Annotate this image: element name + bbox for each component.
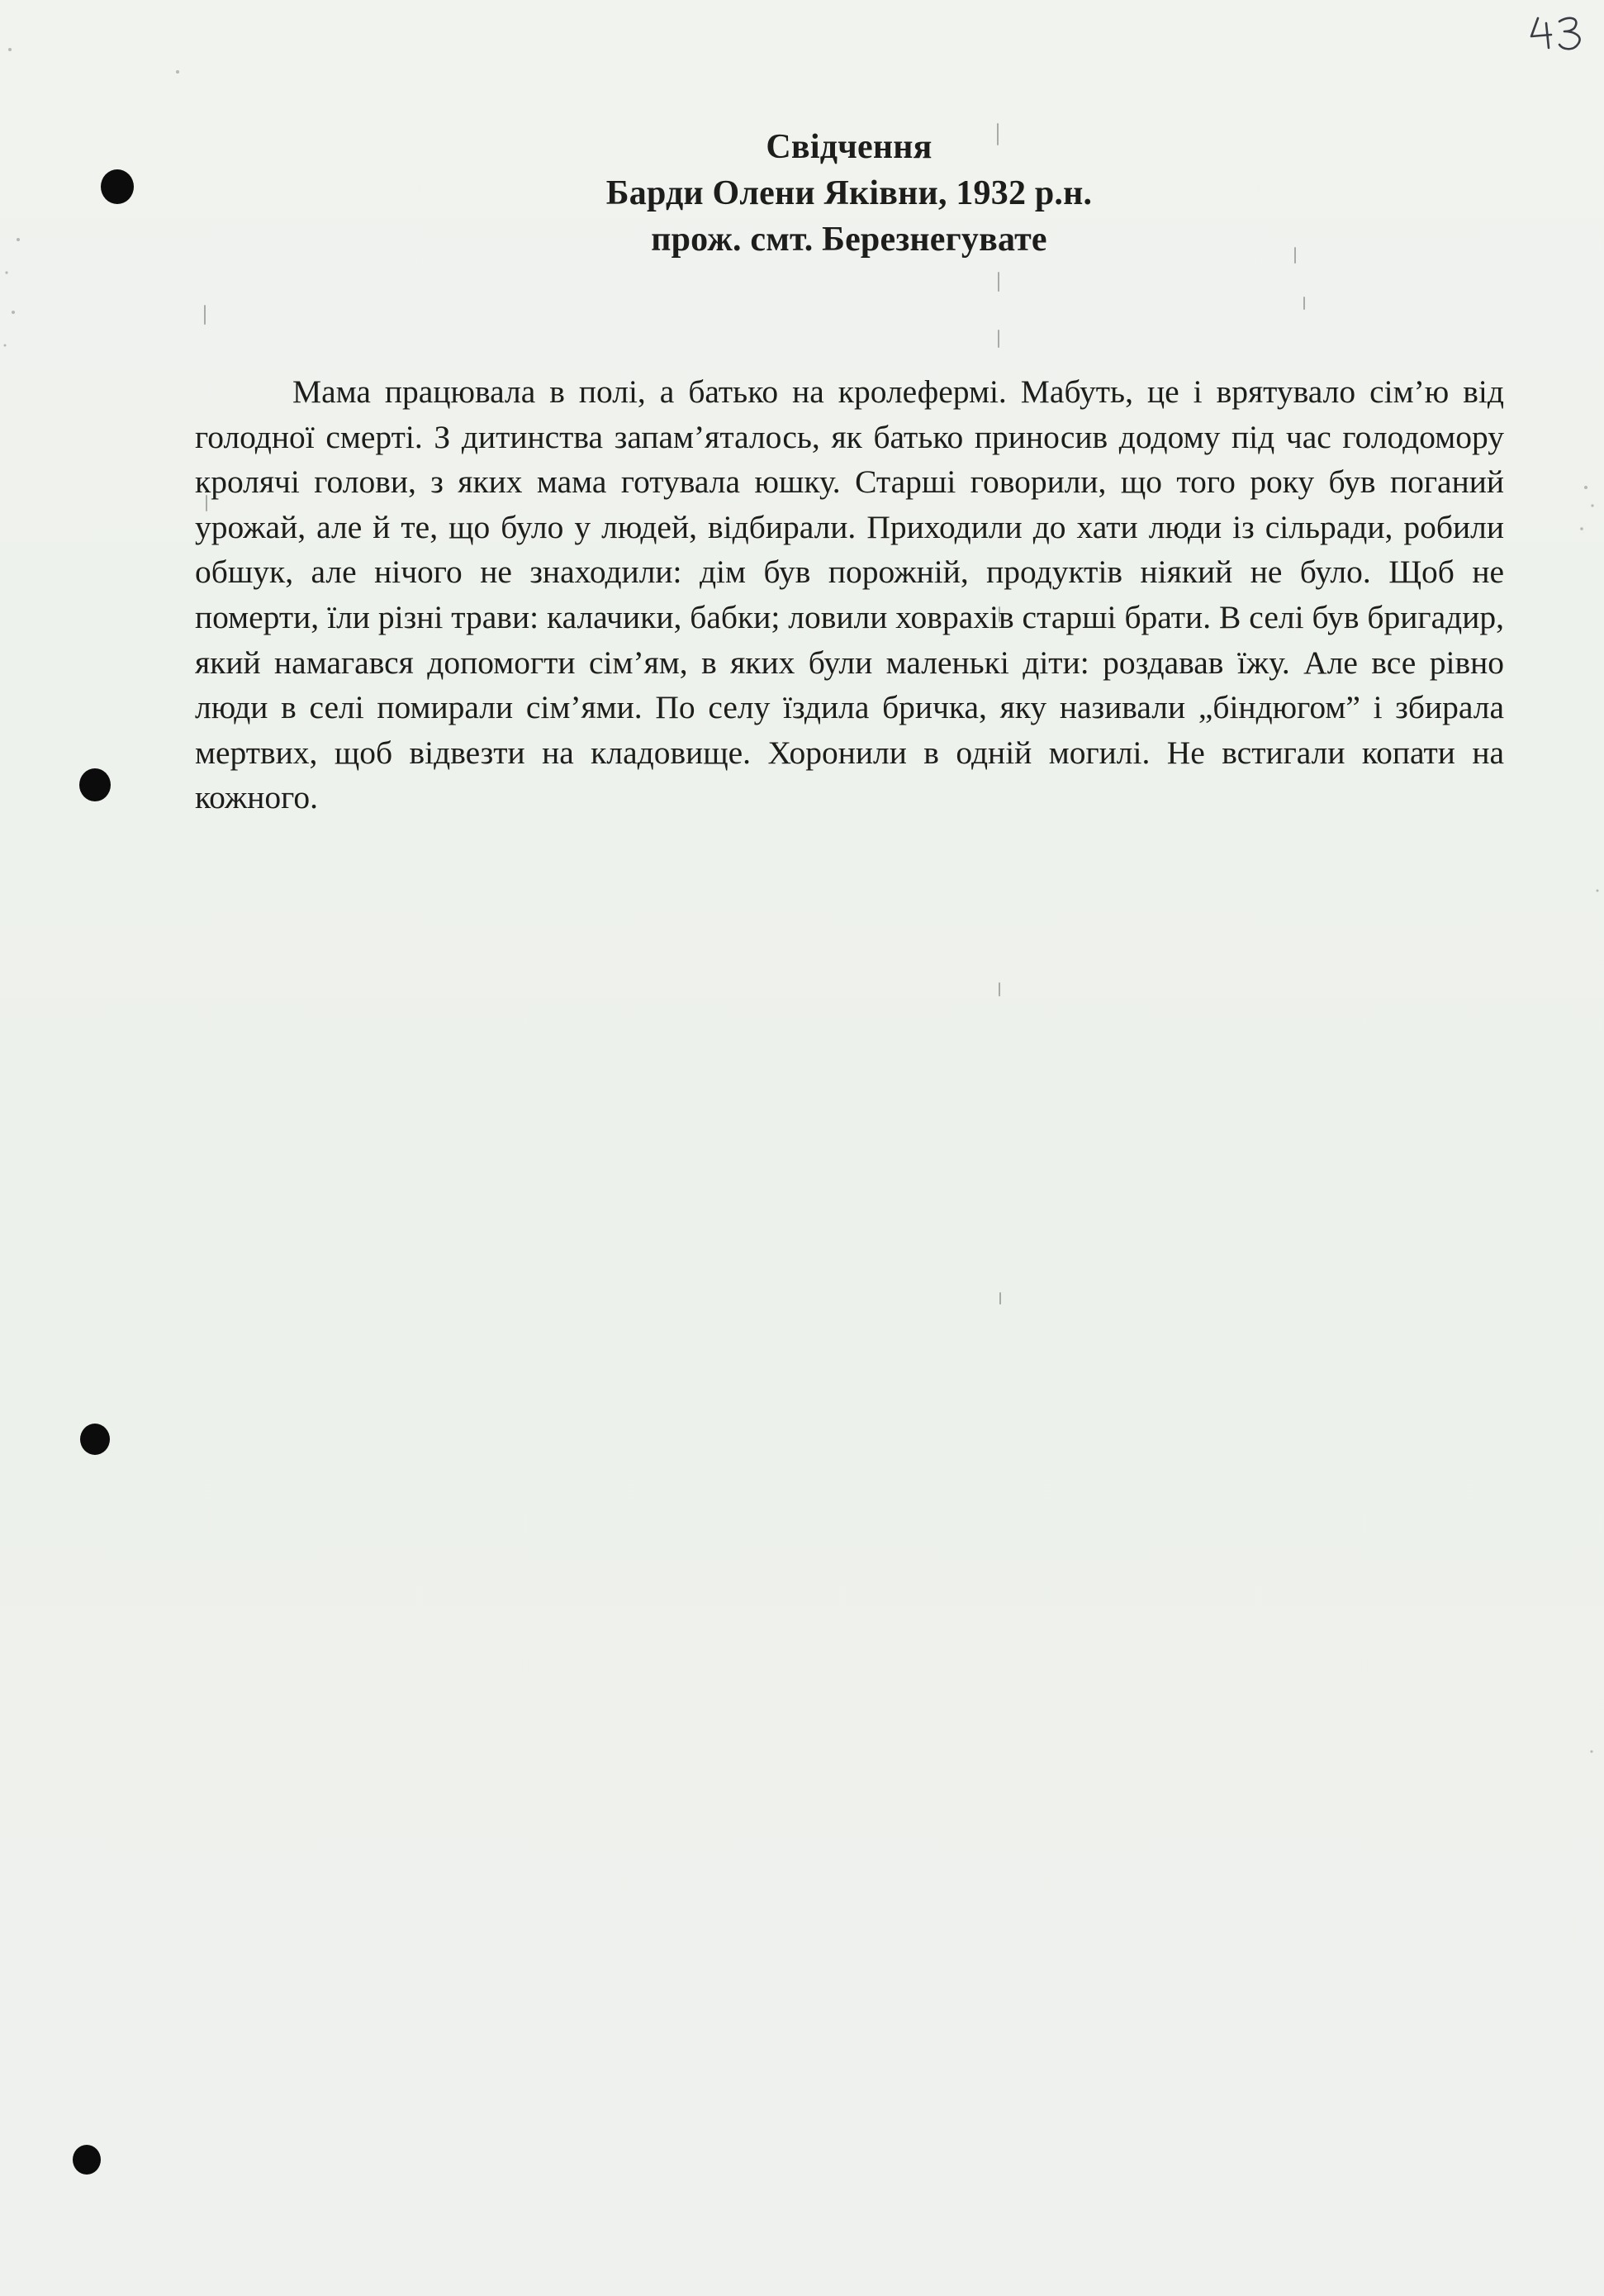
document-header bbox=[0, 124, 1604, 263]
testimony-paragraph: Мама працювала в полі, а батько на кролефермі. Мабуть, це і врятувало сім’ю від голодної смерті. З дитинства запам’яталось, як батько приносив додому під час голодомору кролячі голови, з яких мама готувала юшку. Старші говорили, що того року був поганий урожай, але й те, що було у людей, відбирали. Приходили до хати люди із сільради, робили обшук, але нічого не знаходили: дім був порожній, продуктів ніякий не було. Щоб не померти, їли різні трави: калачики, бабки; ловили ховрахів старші брати. В селі був бригадир, який намагався допомогти сім’ям, в яких були маленькі діти: роздавав їжу. Але все рівно люди в селі помирали сім’ями. По селу їздила бричка, яку називали „біндюгом” і збирала мертвих, щоб відвезти на кладовище. Хоронили в одній могилі. Не встигали копати на кожного. bbox=[195, 373, 1504, 816]
punch-hole bbox=[79, 768, 111, 801]
witness-residence-line: прож. смт. Березнегувате bbox=[651, 221, 1047, 259]
handwritten-page-number-mark bbox=[1526, 7, 1592, 56]
punch-hole bbox=[80, 1424, 110, 1455]
testimony-body bbox=[195, 369, 1504, 820]
punch-hole bbox=[73, 2145, 101, 2175]
document-title: Свідчення bbox=[766, 128, 933, 166]
handwritten-page-number bbox=[1526, 7, 1592, 56]
witness-name-line: Барди Олени Яківни, 1932 р.н. bbox=[605, 174, 1093, 212]
